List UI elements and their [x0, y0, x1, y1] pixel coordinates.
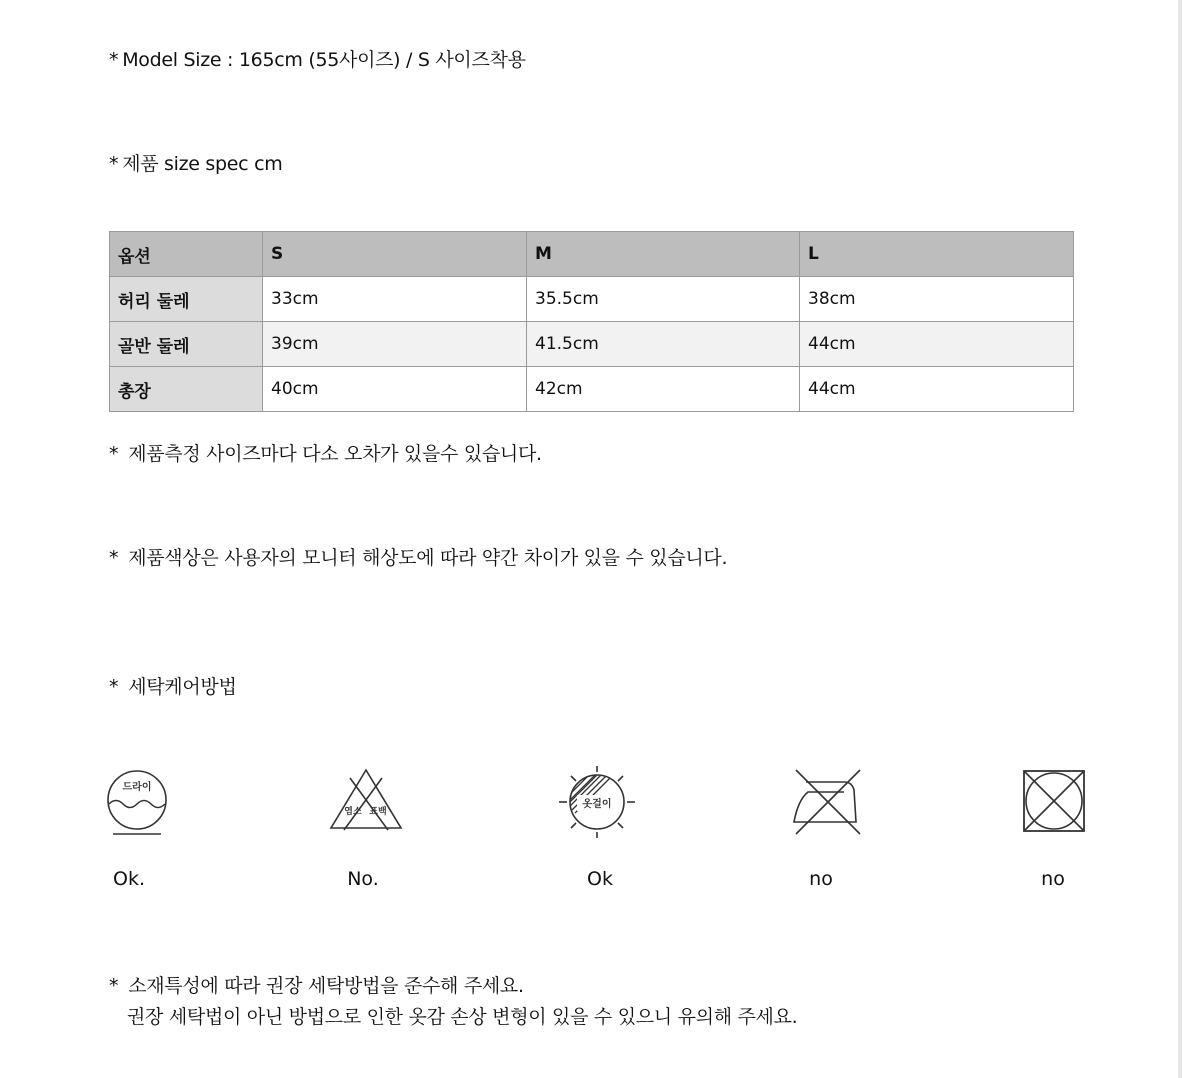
row-label-waist: 허리 둘레 [110, 277, 263, 322]
table-row [110, 322, 1074, 367]
size-spec-title [109, 149, 282, 176]
dry-clean-icon-text: 드라이 [122, 782, 152, 793]
table-header-row [110, 232, 1074, 277]
care-label-no-bleach: No. [347, 868, 379, 890]
bullet-star: * [109, 49, 119, 71]
dry-clean-icon [99, 764, 179, 840]
table-cell: 42cm [527, 367, 800, 412]
table-cell: 40cm [263, 367, 527, 412]
table-cell: 38cm [800, 277, 1074, 322]
model-size-line [109, 45, 526, 72]
no-iron-icon [788, 764, 868, 840]
color-note [109, 543, 727, 570]
hang-dry-shade-icon [557, 764, 637, 840]
care-heading-text: 세탁케어방법 [128, 676, 237, 698]
caution-note-line2: 권장 세탁법이 아닌 방법으로 인한 옷감 손상 변형이 있을 수 있으니 유의해 주세요. [127, 1006, 798, 1028]
bullet-star: * [109, 975, 119, 997]
caution-note [109, 971, 797, 1033]
table-cell: 44cm [800, 367, 1074, 412]
table-cell: 35.5cm [527, 277, 800, 322]
header-size-m: M [527, 232, 800, 277]
size-spec-table [109, 231, 1074, 412]
size-spec-title-text: 제품 size spec cm [122, 153, 283, 175]
table-cell: 44cm [800, 322, 1074, 367]
table-row [110, 277, 1074, 322]
header-size-s: S [263, 232, 527, 277]
table-cell: 41.5cm [527, 322, 800, 367]
measure-note-text: 제품측정 사이즈마다 다소 오차가 있을수 있습니다. [128, 443, 542, 465]
no-bleach-icon-text-right: 표백 [369, 807, 387, 817]
no-bleach-icon [326, 764, 406, 840]
bullet-star: * [109, 443, 119, 465]
table-row [110, 367, 1074, 412]
care-label-hang-dry: Ok [587, 868, 613, 890]
care-heading [109, 672, 237, 699]
bullet-star: * [109, 547, 119, 569]
no-tumble-dry-icon [1014, 764, 1094, 840]
care-label-no-tumble-dry: no [1041, 868, 1065, 890]
bullet-star: * [109, 153, 119, 175]
no-bleach-icon-text-left: 염소 [344, 807, 362, 817]
caution-note-line1: 소재특성에 따라 권장 세탁방법을 준수해 주세요. [128, 975, 524, 997]
table-cell: 33cm [263, 277, 527, 322]
model-size-text: Model Size : 165cm (55사이즈) / S 사이즈착용 [122, 49, 526, 71]
page-edge [1178, 0, 1182, 1078]
row-label-length: 총장 [110, 367, 263, 412]
header-option: 옵션 [110, 232, 263, 277]
header-size-l: L [800, 232, 1074, 277]
hang-dry-icon-text: 옷걸이 [582, 799, 612, 810]
care-label-no-iron: no [809, 868, 833, 890]
measure-note [109, 439, 542, 466]
row-label-hip: 골반 둘레 [110, 322, 263, 367]
color-note-text: 제품색상은 사용자의 모니터 해상도에 따라 약간 차이가 있을 수 있습니다. [128, 547, 728, 569]
table-cell: 39cm [263, 322, 527, 367]
care-label-dry-clean: Ok. [113, 868, 145, 890]
bullet-star: * [109, 676, 119, 698]
